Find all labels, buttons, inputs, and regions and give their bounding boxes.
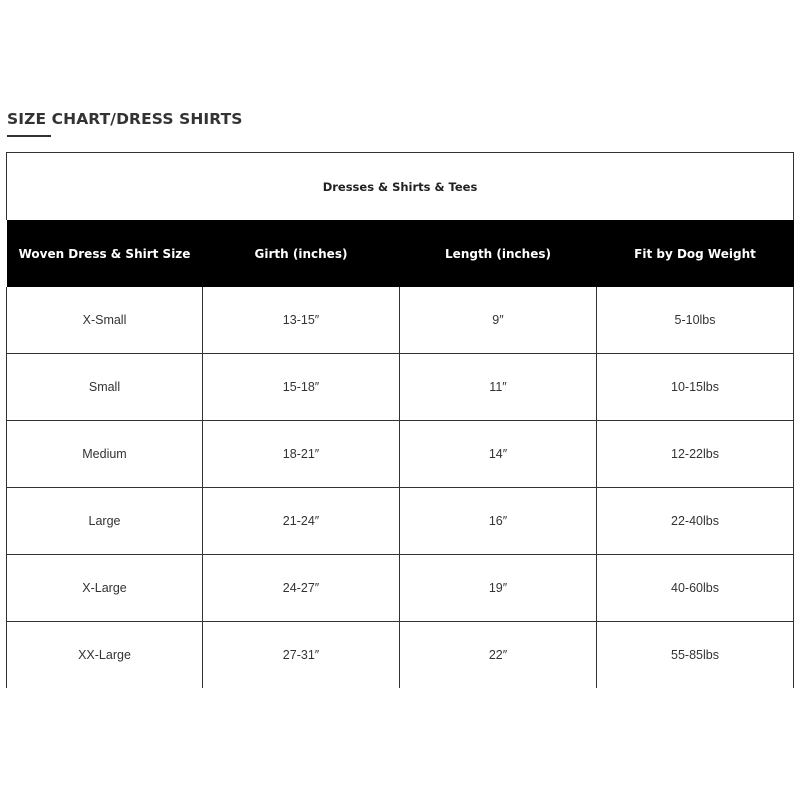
cell-length: 22″ [400,622,597,689]
table-row [7,354,794,421]
cell-girth: 24-27″ [203,555,400,622]
cell-size: X-Large [7,555,203,622]
cell-weight: 22-40lbs [597,488,794,555]
cell-length: 14″ [400,421,597,488]
cell-length: 16″ [400,488,597,555]
header-length: Length (inches) [400,220,597,287]
cell-weight: 5-10lbs [597,287,794,354]
title-underline [7,135,51,137]
table-row [7,622,794,689]
cell-girth: 13-15″ [203,287,400,354]
cell-size: XX-Large [7,622,203,689]
table-caption-row [7,153,794,221]
header-weight: Fit by Dog Weight [597,220,794,287]
cell-length: 9″ [400,287,597,354]
table-row [7,555,794,622]
table-row [7,287,794,354]
table-caption: Dresses & Shirts & Tees [7,153,794,221]
header-size: Woven Dress & Shirt Size [7,220,203,287]
cell-size: Large [7,488,203,555]
cell-weight: 40-60lbs [597,555,794,622]
header-girth: Girth (inches) [203,220,400,287]
cell-size: X-Small [7,287,203,354]
cell-weight: 12-22lbs [597,421,794,488]
table-header-row [7,220,794,287]
cell-length: 11″ [400,354,597,421]
size-chart-table [6,152,794,688]
cell-length: 19″ [400,555,597,622]
cell-weight: 10-15lbs [597,354,794,421]
cell-size: Medium [7,421,203,488]
table-row [7,421,794,488]
page-title: SIZE CHART/DRESS SHIRTS [7,110,243,128]
cell-size: Small [7,354,203,421]
table-row [7,488,794,555]
cell-girth: 21-24″ [203,488,400,555]
cell-weight: 55-85lbs [597,622,794,689]
cell-girth: 18-21″ [203,421,400,488]
cell-girth: 15-18″ [203,354,400,421]
cell-girth: 27-31″ [203,622,400,689]
